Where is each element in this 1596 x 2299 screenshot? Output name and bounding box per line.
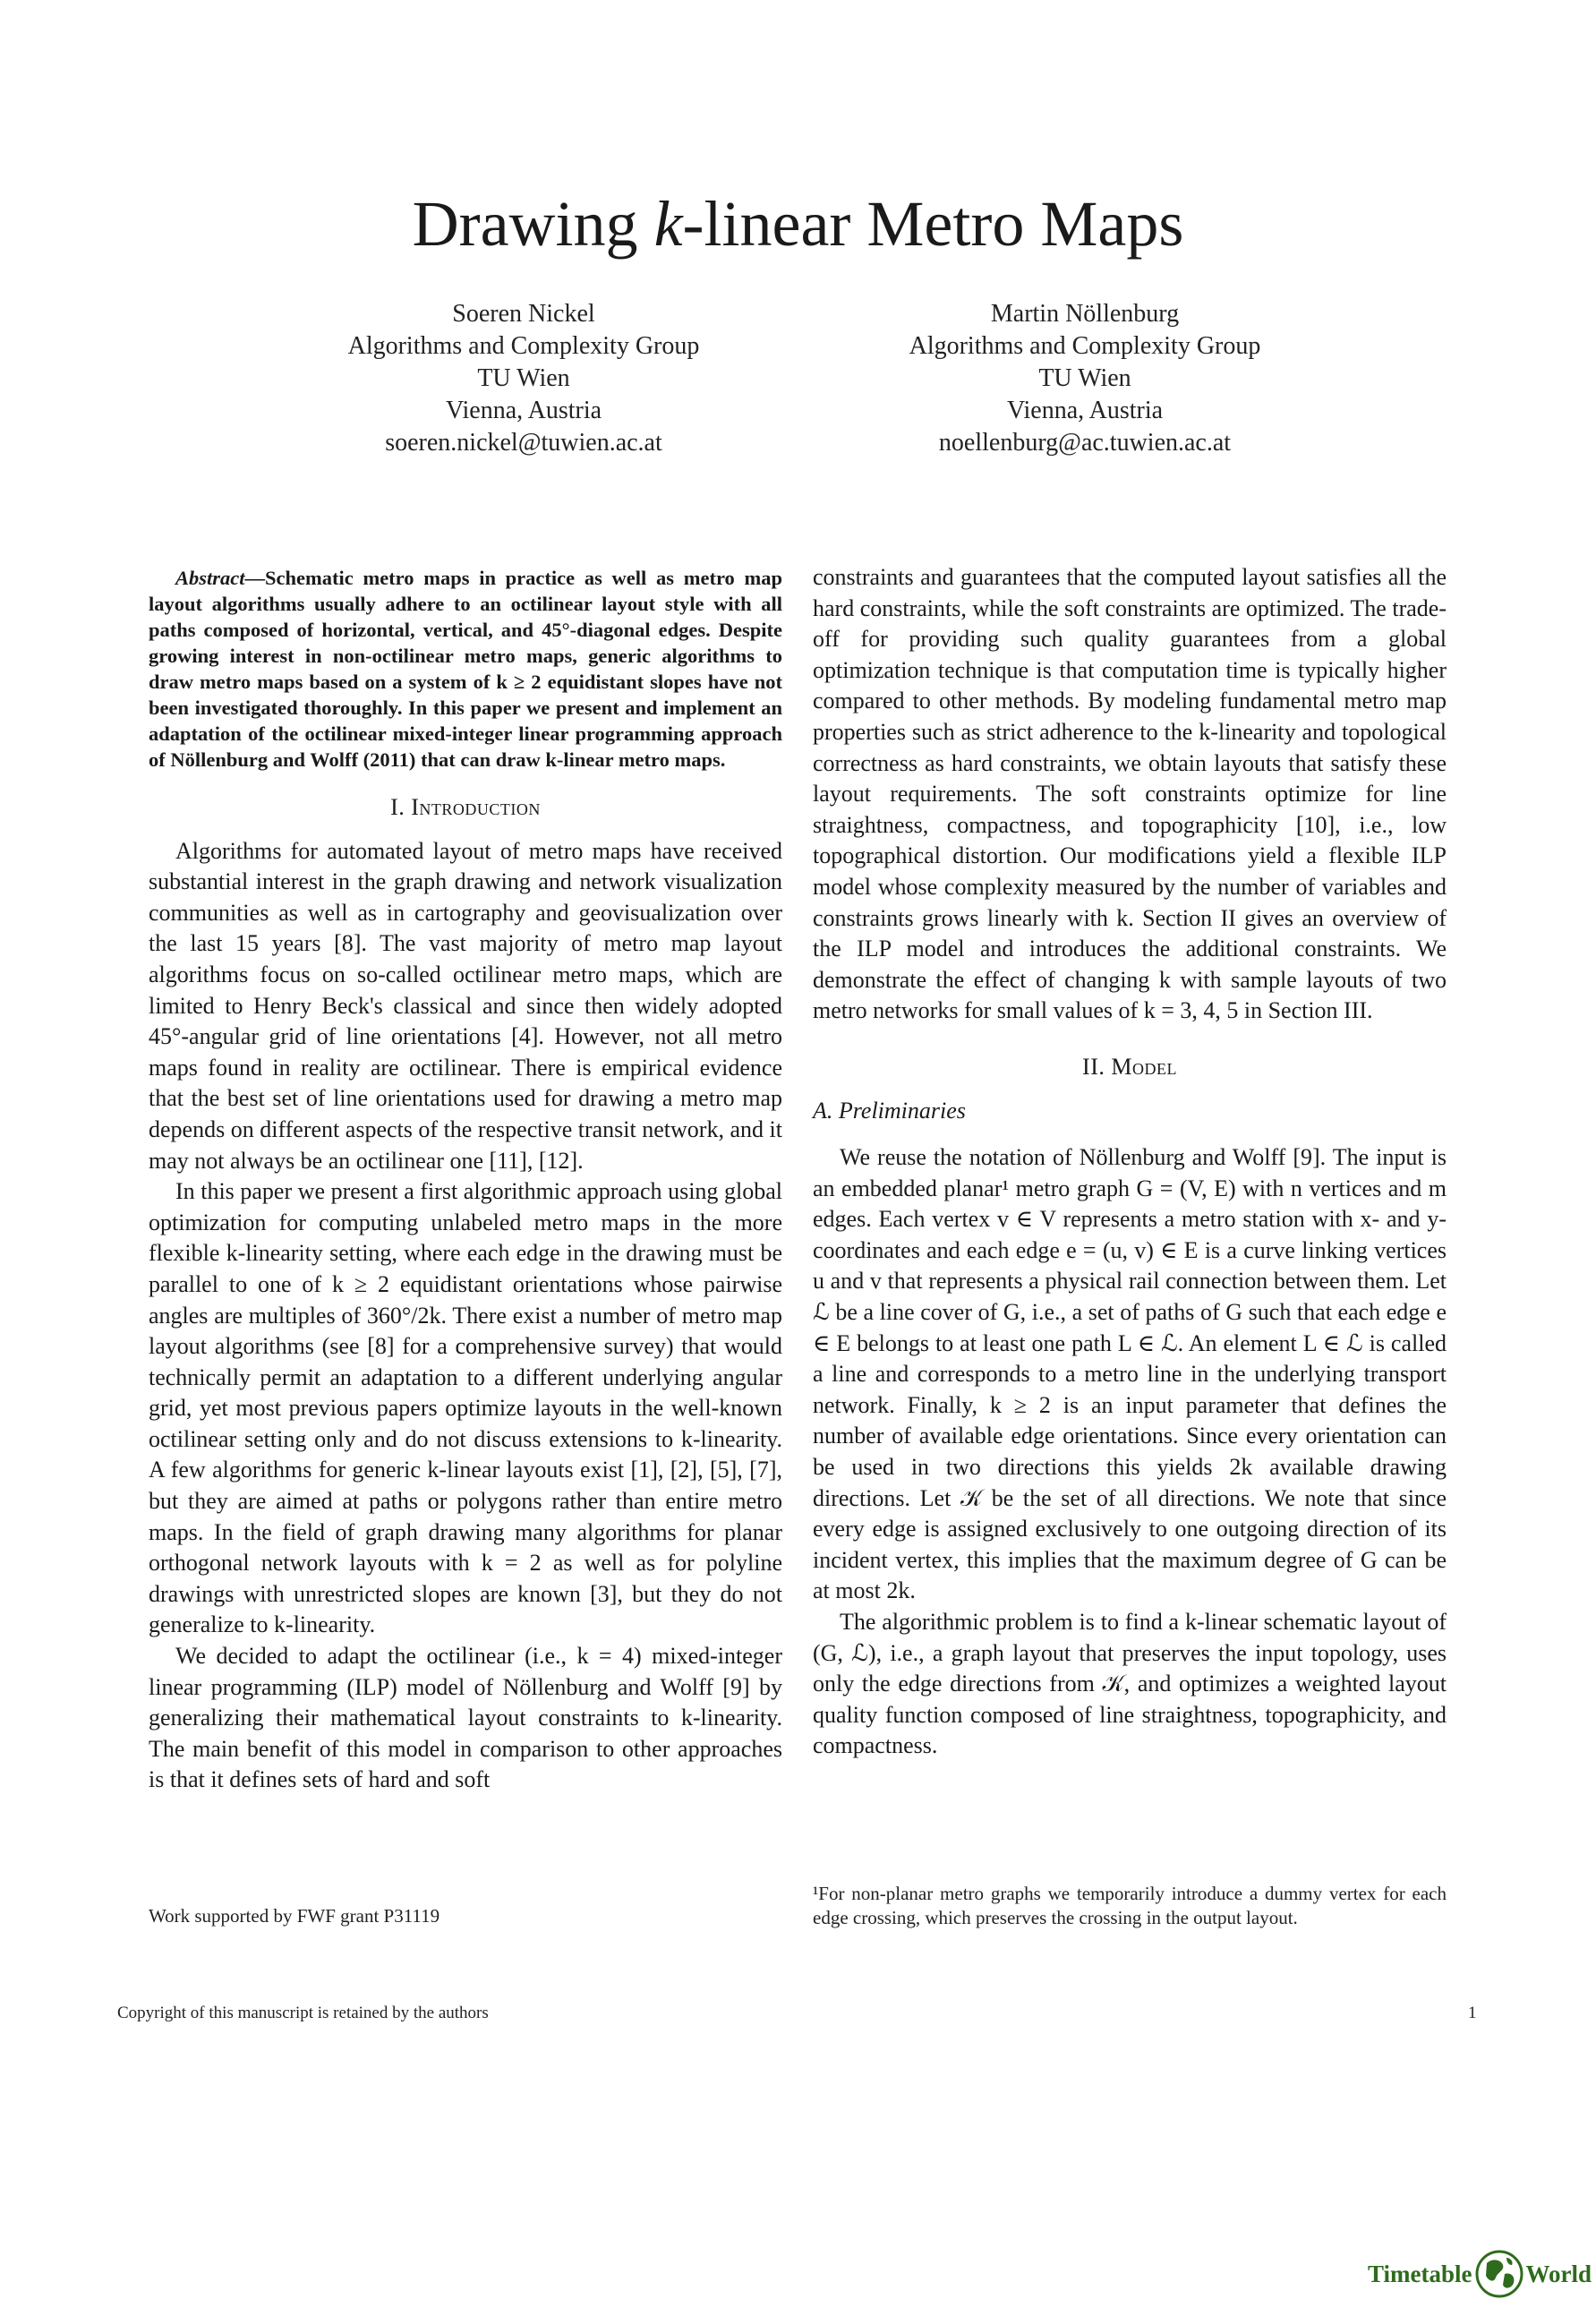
right-column xyxy=(813,562,1447,1762)
author-location: Vienna, Austria xyxy=(1006,397,1164,424)
copyright-notice: Copyright of this manuscript is retained by the authors xyxy=(117,2004,489,2022)
author-institution: TU Wien xyxy=(1038,364,1131,392)
section-heading-introduction: I. Introduction xyxy=(390,794,541,820)
footnote-funding: Work supported by FWF grant P31119 xyxy=(149,1905,440,1927)
footnote-planarity: ¹For non-planar metro graphs we temporarily introduce a dummy vertex for each edge crossing, which preserves the crossing in the output layout. xyxy=(813,1883,1447,1928)
author-email[interactable]: noellenburg@ac.tuwien.ac.at xyxy=(938,429,1232,457)
paper-title: Drawing k-linear Metro Maps xyxy=(412,188,1184,260)
subsection-heading: A. Preliminaries xyxy=(813,1097,966,1124)
author-institution: TU Wien xyxy=(477,364,570,392)
author-block-1 xyxy=(273,298,774,459)
abstract xyxy=(149,565,782,773)
paragraph: The algorithmic problem is to find a k-linear schematic layout of (G, ℒ), i.e., a graph layout that preserves the input topology, uses only the edge directions from 𝒦, and optimizes a weighted layout quality function composed of line straightness, topographicity, and compactness. xyxy=(813,1609,1447,1759)
watermark-logo[interactable] xyxy=(1368,2256,1592,2292)
author-group: Algorithms and Complexity Group xyxy=(909,332,1261,360)
author-name: Soeren Nickel xyxy=(452,300,595,328)
author-group: Algorithms and Complexity Group xyxy=(347,332,700,360)
author-name: Martin Nöllenburg xyxy=(990,300,1180,328)
watermark-text-right: World xyxy=(1525,2260,1592,2287)
author-location: Vienna, Austria xyxy=(445,397,602,424)
abstract-label: Abstract xyxy=(175,567,245,589)
paragraph: We decided to adapt the octilinear (i.e., k = 4) mixed-integer linear programming (ILP) model of Nöllenburg and Wolff [9] by generalizing their mathematical layout constraints to k-linearity. The main benefit of this model in comparison to other approaches is that it defines sets of hard and soft xyxy=(149,1643,782,1793)
abstract-text: —Schematic metro maps in practice as well as metro map layout algorithms usually adhere to an octilinear layout style with all paths composed of horizontal, vertical, and 45°-diagonal edges. Despite growing interest in non-octilinear metro maps, generic algorithms to draw metro maps based on a system of k ≥ 2 equidistant slopes have not been investigated thoroughly. In this paper we present and implement an adaptation of the octilinear mixed-integer linear programming approach of Nöllenburg and Wolff (2011) that can draw k-linear metro maps. xyxy=(149,567,782,771)
paragraph: We reuse the notation of Nöllenburg and Wolff [9]. The input is an embedded planar¹ metro graph G = (V, E) with n vertices and m edges. Each vertex v ∈ V represents a metro station with x- and y-coordinates and each edge e = (u, v) ∈ E is a curve linking vertices u and v that represents a physical rail connection between them. Let ℒ be a line cover of G, i.e., a set of paths of G such that each edge e ∈ E belongs to at least one path L ∈ ℒ. An element L ∈ ℒ is called a line and corresponds to a metro line in the underlying transport network. Finally, k ≥ 2 is an input parameter that defines the number of available edge orientations. Since every orientation can be used in two directions this yields 2k available drawing directions. Let 𝒦 be the set of all directions. We note that since every edge is assigned exclusively to one outgoing direction of its incident vertex, this implies that the maximum degree of G can be at most 2k. xyxy=(813,1144,1447,1604)
section-heading-model: II. Model xyxy=(1082,1053,1177,1080)
paragraph: Algorithms for automated layout of metro maps have received substantial interest in the graph drawing and network visualization communities as well as in cartography and geovisualization over the last 15 years [8]. The vast majority of metro map layout algorithms focus on so-called octilinear metro maps, which are limited to Henry Beck's classical and since then widely adopted 45°-angular grid of line orientations [4]. However, not all metro maps found in reality are octilinear. There is empirical evidence that the best set of line orientations used for drawing a metro map depends on different aspects of the respective transit network, and it may not always be an octilinear one [11], [12]. xyxy=(149,837,782,1174)
author-block-2 xyxy=(834,298,1336,459)
author-email[interactable]: soeren.nickel@tuwien.ac.at xyxy=(385,429,662,457)
paragraph: In this paper we present a first algorithmic approach using global optimization for computing unlabeled metro maps in the more flexible k-linearity setting, where each edge in the drawing must be parallel to one of k ≥ 2 equidistant orientations whose pairwise angles are multiples of 360°/2k. There exist a number of metro map layout algorithms (see [8] for a comprehensive survey) that would technically permit an adaptation to a different underlying angular grid, yet most previous papers optimize layouts in the well-known octilinear setting only and do not discuss extensions to k-linearity. A few algorithms for generic k-linear layouts exist [1], [2], [5], [7], but they are aimed at paths or polygons rather than entire metro maps. In the field of graph drawing many algorithms for planar orthogonal network layouts with k = 2 as well as for polyline drawings with unrestricted slopes are known [3], but they do not generalize to k-linearity. xyxy=(149,1178,782,1638)
paragraph: constraints and guarantees that the computed layout satisfies all the hard constraints, while the soft constraints are optimized. The trade-off for providing such quality guarantees from a global optimization technique is that computation time is typically higher compared to other methods. By modeling fundamental metro map properties such as strict adherence to the k-linearity and topological correctness as hard constraints, we obtain layouts that satisfy these layout requirements. The soft constraints optimize for line straightness, compactness, and topographicity [10], i.e., low topographical distortion. Our modifications yield a flexible ILP model whose complexity measured by the number of variables and constraints grows linearly with k. Section II gives an overview of the ILP model and introduces the additional constraints. We demonstrate the effect of changing k with sample layouts of two metro networks for small values of k = 3, 4, 5 in Section III. xyxy=(813,564,1447,1024)
watermark-text-left: Timetable xyxy=(1368,2260,1472,2287)
left-column xyxy=(149,560,782,1796)
page-number: 1 xyxy=(1468,2004,1477,2022)
